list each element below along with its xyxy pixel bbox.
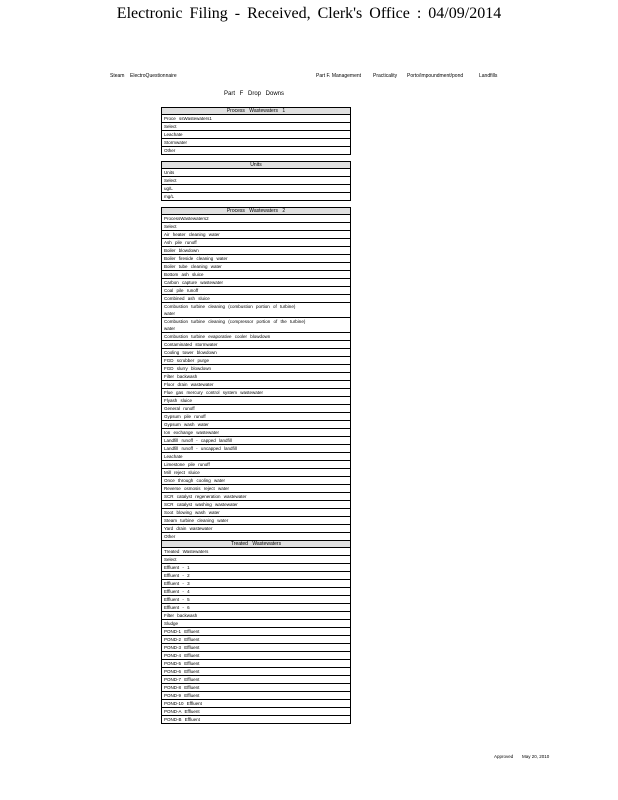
table-row: SCR catalyst washing wastewater [162,501,350,509]
table-row: Effluent - 6 [162,604,350,612]
table-row: Effluent - 5 [162,596,350,604]
table-row: water [162,325,350,333]
table-row: Proce ssWastewaters1 [162,115,350,123]
table-row: POND-A Effluent [162,708,350,716]
table-row: Landfill runoff - capped landfill [162,437,350,445]
dropdown-table [161,207,351,541]
table-row: FGD scrubber purge [162,357,350,365]
table-row: Boiler fireside cleaning water [162,255,350,263]
table-row: Steam turbine cleaning water [162,517,350,525]
table-row: Effluent - 1 [162,564,350,572]
table-row: SCR catalyst regeneration wastewater [162,493,350,501]
table-row: Landfill runoff - uncapped landfill [162,445,350,453]
footer-approved: Approved [494,754,514,759]
table-row: mg/L [164,194,175,199]
table-row: Combustion turbine cleaning (compressor portion of the turbine) [164,319,306,324]
table-row: Select [162,177,350,185]
table-row: Effluent - 4 [162,588,350,596]
table-row: Combustion turbine cleaning (combustion portion of turbine) [164,304,296,309]
table-row: Leachate [162,453,350,461]
table-row: Ash pile runoff [162,239,350,247]
table-row: Effluent - 2 [162,572,350,580]
table-row: POND-1 Effluent [162,628,350,636]
table-row: Sludge [162,620,350,628]
table-row: POND-B Effluent [164,717,200,722]
table-row: Carbon capture wastewater [162,279,350,287]
dropdown-table [161,540,351,724]
header-questionnaire: ElectroQuestionnaire [130,73,177,79]
table-row: Stormwater [162,139,350,147]
table-row: Reverse osmosis reject water [162,485,350,493]
table-row: Coal pile runoff [162,287,350,295]
table-row: Filter backwash [162,373,350,381]
table-row: FGD slurry blowdown [162,365,350,373]
header-impoundment: Porto/impoundment/pond [407,73,464,79]
footer-date: May 20, 2010 [522,754,550,759]
table-row: POND-6 Effluent [162,668,350,676]
table-row: Combined ash sluice [162,295,350,303]
table-row: Contaminated stormwater [162,341,350,349]
table-row: POND-7 Effluent [162,676,350,684]
table-row: Air heater cleaning water [162,231,350,239]
table-row: POND-5 Effluent [162,660,350,668]
table-row: Yard drain wastewater [162,525,350,533]
table-row: Select [162,123,350,131]
dropdown-table [161,161,351,201]
table-row: General runoff [162,405,350,413]
table-row: Effluent - 3 [162,580,350,588]
table-row: Treated Wastewaters [162,548,350,556]
table-row: POND-10 Effluent [162,700,350,708]
table-row: POND-2 Effluent [162,636,350,644]
table-row: ug/L [162,185,350,193]
table-row: Flyash sluice [162,397,350,405]
table-row: Other [164,148,176,153]
table-header: Process Wastewaters 2 [162,208,350,215]
table-row: Leachate [162,131,350,139]
table-row: Limestone pile runoff [162,461,350,469]
table-row: ProcessWastewaters2 [162,215,350,223]
header-steam: Steam [110,73,125,79]
table-row: Flue gas mercury control system wastewater [162,389,350,397]
table-header: Process Wastewaters 1 [162,108,350,115]
table-row: Select [162,556,350,564]
table-row: Mill reject sluice [162,469,350,477]
table-row: Ion exchange wastewater [162,429,350,437]
table-row: Filter backwash [162,612,350,620]
table-row: Other [164,534,176,539]
header-part-f: Part F. Management [316,73,362,79]
page-subtitle: Part F Drop Downs [224,91,285,97]
header-practicality: Practicality [373,73,398,79]
table-header: Units [162,162,350,169]
table-header: Treated Wastewaters [162,541,350,548]
table-row: Boiler blowdown [162,247,350,255]
table-row: water [162,310,350,318]
table-row: POND-3 Effluent [162,644,350,652]
table-row: Combustion turbine evaporative cooler blowdown [162,333,350,341]
table-row: Bottom ash sluice [162,271,350,279]
table-row: Units [162,169,350,177]
table-row: POND-8 Effluent [162,684,350,692]
table-row: POND-4 Effluent [162,652,350,660]
table-row: Gypsum wash water [162,421,350,429]
header-landfills: Landfills [479,73,498,79]
table-row: Gypsum pile runoff [162,413,350,421]
table-row: POND-9 Effluent [162,692,350,700]
table-row: Soot blowing wash water [162,509,350,517]
filing-stamp: Electronic Filing - Received, Clerk's Office : 04/09/2014 [116,5,502,22]
table-row: Cooling tower blowdown [162,349,350,357]
dropdown-table [161,107,351,155]
table-row: Once through cooling water [162,477,350,485]
table-row: Floor drain wastewater [162,381,350,389]
table-row: Select [162,223,350,231]
table-row: Boiler tube cleaning water [162,263,350,271]
